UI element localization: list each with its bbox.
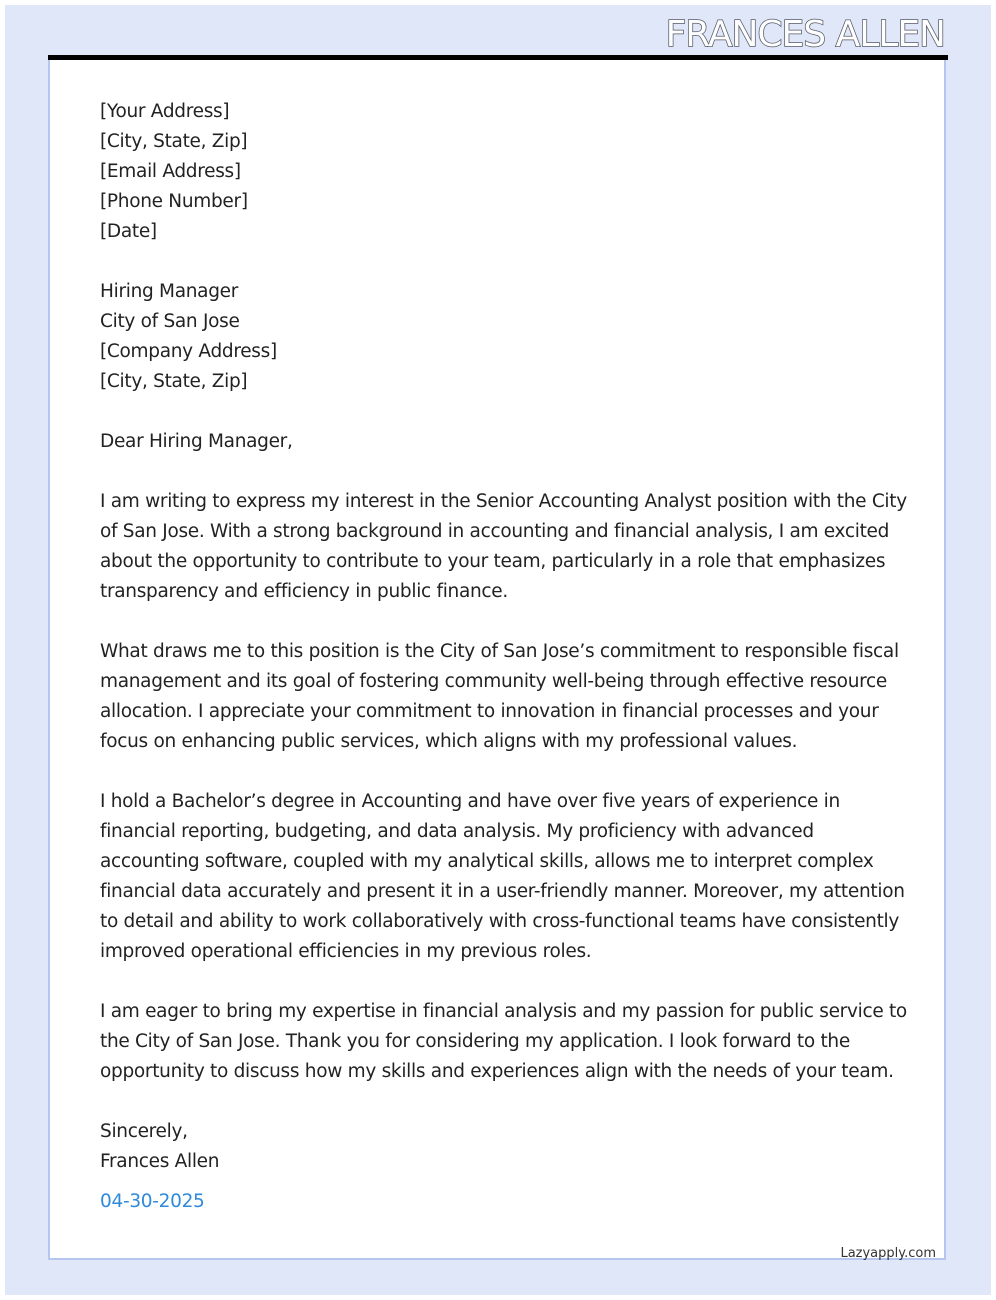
paragraph-line: allocation. I appreciate your commitment to innovation in financial processes and your bbox=[100, 701, 879, 722]
paragraph-closing bbox=[100, 997, 907, 1087]
paragraph-line: I am eager to bring my expertise in financial analysis and my passion for public service to bbox=[100, 1001, 907, 1022]
applicant-name-header: FRANCES ALLEN bbox=[665, 14, 945, 55]
footer-brand: Lazyapply.com bbox=[840, 1246, 936, 1261]
paragraph-line: about the opportunity to contribute to your team, particularly in a role that emphasizes bbox=[100, 551, 886, 572]
paragraph-line: I am writing to express my interest in the Senior Accounting Analyst position with the City bbox=[100, 491, 907, 512]
paragraph-line: the City of San Jose. Thank you for considering my application. I look forward to the bbox=[100, 1031, 850, 1052]
sender-email: [Email Address] bbox=[100, 161, 241, 182]
paragraph-line: to detail and ability to work collaboratively with cross-functional teams have consistently bbox=[100, 911, 900, 932]
paragraph-line: financial reporting, budgeting, and data analysis. My proficiency with advanced bbox=[100, 821, 814, 842]
paragraph-line: accounting software, coupled with my analytical skills, allows me to interpret complex bbox=[100, 851, 874, 872]
closing-phrase: Sincerely, bbox=[100, 1121, 188, 1142]
recipient-address: [Company Address] bbox=[100, 341, 277, 362]
paragraph-qualifications bbox=[100, 787, 905, 967]
recipient-block bbox=[100, 277, 900, 397]
paragraph-line: opportunity to discuss how my skills and experiences align with the needs of your team. bbox=[100, 1061, 894, 1082]
paragraph-line: focus on enhancing public services, which aligns with my professional values. bbox=[100, 731, 798, 752]
recipient-city-state-zip: [City, State, Zip] bbox=[100, 371, 248, 392]
paragraph-motivation bbox=[100, 637, 900, 757]
paragraph-line: What draws me to this position is the City of San Jose’s commitment to responsible fiscal bbox=[100, 641, 899, 662]
sender-address: [Your Address] bbox=[100, 101, 230, 122]
sender-city-state-zip: [City, State, Zip] bbox=[100, 131, 248, 152]
signature-name: Frances Allen bbox=[100, 1151, 220, 1172]
signed-date: 04-30-2025 bbox=[100, 1191, 205, 1212]
sender-block bbox=[100, 97, 900, 247]
salutation: Dear Hiring Manager, bbox=[100, 431, 293, 452]
paragraph-line: financial data accurately and present it in a user-friendly manner. Moreover, my attention bbox=[100, 881, 905, 902]
paragraph-line: transparency and efficiency in public finance. bbox=[100, 581, 508, 602]
paragraph-line: I hold a Bachelor’s degree in Accounting and have over five years of experience in bbox=[100, 791, 840, 812]
paragraph-line: of San Jose. With a strong background in accounting and financial analysis, I am excited bbox=[100, 521, 890, 542]
paragraph-interest bbox=[100, 487, 907, 607]
recipient-company: City of San Jose bbox=[100, 311, 240, 332]
sender-phone: [Phone Number] bbox=[100, 191, 248, 212]
paragraph-line: improved operational efficiencies in my previous roles. bbox=[100, 941, 592, 962]
recipient-title: Hiring Manager bbox=[100, 281, 239, 302]
sender-date: [Date] bbox=[100, 221, 157, 242]
paragraph-line: management and its goal of fostering community well-being through effective resource bbox=[100, 671, 887, 692]
cover-letter-body bbox=[100, 97, 907, 1217]
